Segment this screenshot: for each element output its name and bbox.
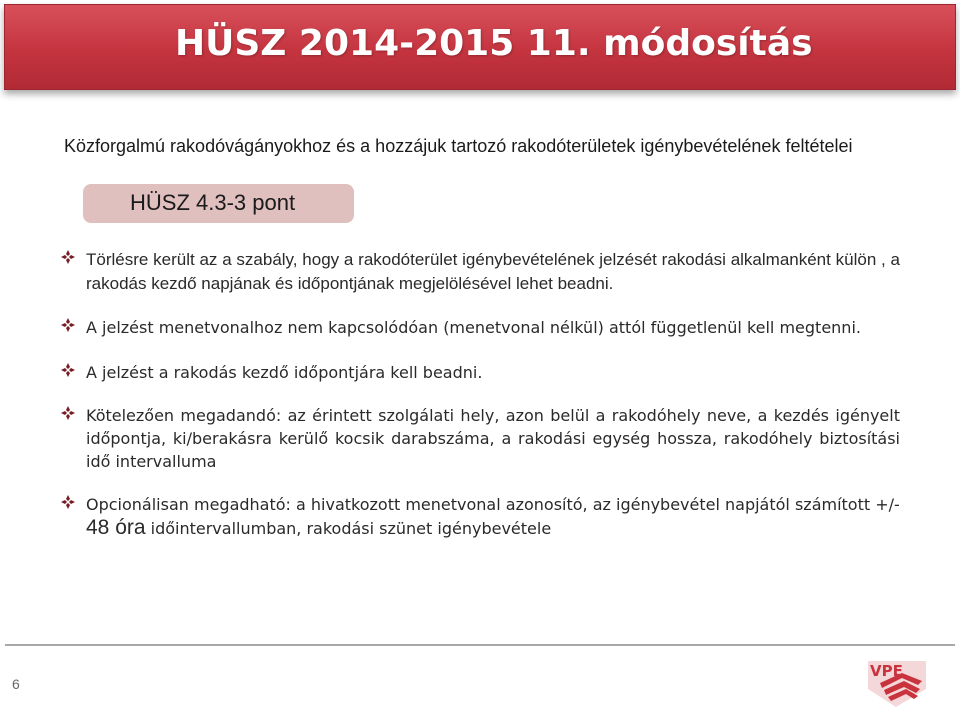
diamond-bullet-icon xyxy=(60,249,76,265)
bullet-text xyxy=(86,495,900,538)
vpe-logo xyxy=(866,659,928,709)
section-label: HÜSZ 4.3-3 pont xyxy=(130,190,296,215)
diamond-bullet-icon xyxy=(60,494,76,510)
diamond-bullet-icon xyxy=(60,317,76,333)
logo-text: VPE xyxy=(870,662,903,680)
page-title: HÜSZ 2014-2015 11. módosítás xyxy=(175,23,813,64)
list-item xyxy=(60,248,900,296)
bullet-text-emphasis: 48 óra xyxy=(86,516,146,539)
bullet-text: Törlésre került az a szabály, hogy a rakodóterület igénybevételének jelzését rakodási alkalmanként külön , a rakodás kezdő napjának és időpontjának megjelölésével lehet beadni. xyxy=(86,250,900,293)
diamond-bullet-icon xyxy=(60,362,76,378)
section-label-box xyxy=(83,184,354,223)
list-item xyxy=(60,404,900,473)
diamond-bullet-icon xyxy=(60,405,76,421)
bullet-text: Kötelezően megadandó: az érintett szolgálati hely, azon belül a rakodóhely neve, a kezdés igényelt időpontja, ki/berakásra kerülő kocsik darabszáma, a rakodási egység hossza, rakodóhely biztosítási idő intervalluma xyxy=(86,406,900,471)
subtitle: Közforgalmú rakodóvágányokhoz és a hozzájuk tartozó rakodóterületek igénybevételének feltételei xyxy=(64,136,853,156)
footer-divider xyxy=(5,644,955,646)
bullet-text: A jelzést a rakodás kezdő időpontjára kell beadni. xyxy=(86,363,483,382)
bullet-text-part: időintervallumban, rakodási szünet igénybevétele xyxy=(145,519,552,538)
bullet-text-part: Opcionálisan megadható: a hivatkozott menetvonal azonosító, az igénybevétel napjától számított +/- xyxy=(86,495,900,514)
list-item xyxy=(60,361,900,384)
bullet-text: A jelzést menetvonalhoz nem kapcsolódóan (menetvonal nélkül) attól függetlenül kell megtenni. xyxy=(86,318,861,337)
list-item xyxy=(60,493,900,540)
page-number: 6 xyxy=(12,676,20,692)
title-bar xyxy=(4,4,956,90)
list-item xyxy=(60,316,900,339)
